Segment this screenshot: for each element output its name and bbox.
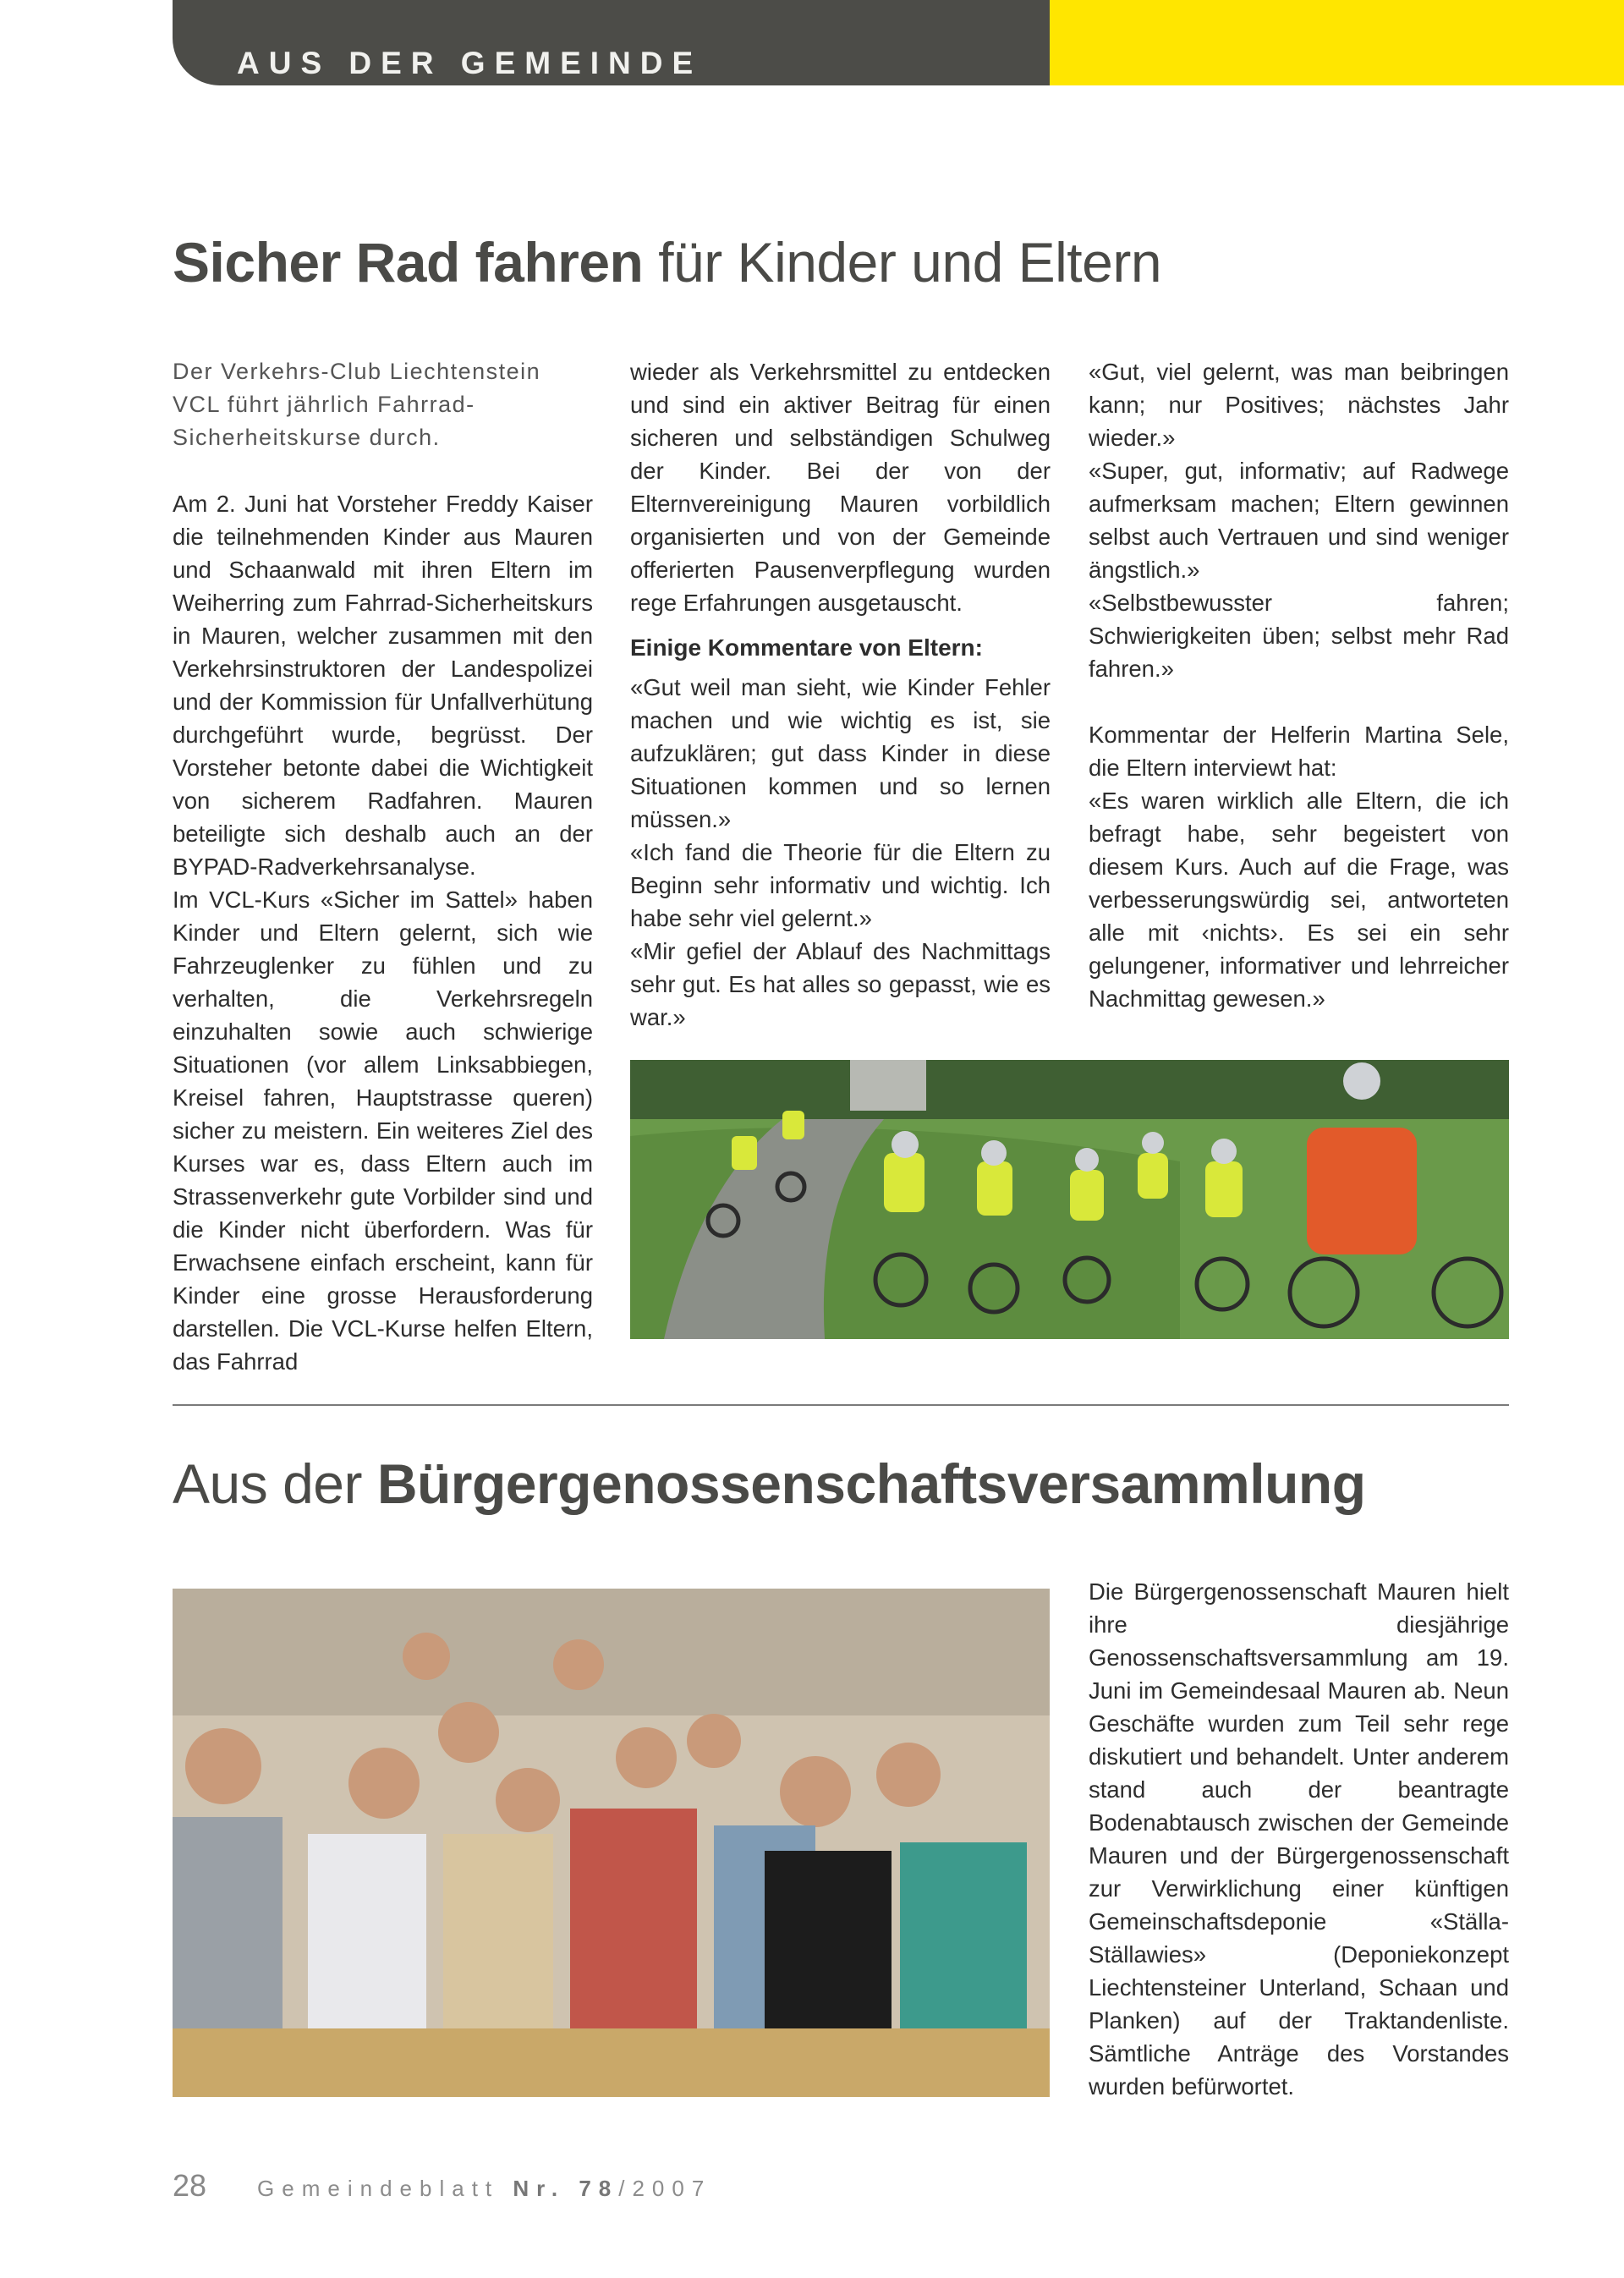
comments-heading: Einige Kommentare von Eltern: <box>630 634 983 661</box>
assembly-photo-illustration <box>173 1589 1050 2097</box>
helper-intro: Kommentar der Helferin Martina Sele, die Eltern interviewt hat: <box>1089 722 1509 781</box>
section-title: AUS DER GEMEINDE <box>237 46 703 80</box>
article-title-bike-safety <box>173 230 1161 294</box>
issue-number: 78 <box>579 2176 619 2201</box>
title-regular-part: Aus der <box>173 1452 362 1515</box>
parent-quote: «Gut, viel gelernt, was man beibringen kann; nur Positives; nächstes Jahr wieder.» <box>1089 359 1509 451</box>
publication-info <box>257 2176 711 2201</box>
parent-quote: «Selbstbewusster fahren; Schwierigkeiten üben; selbst mehr Rad fahren.» <box>1089 590 1509 682</box>
title-bold-part: Bürgergenossenschaftsversammlung <box>376 1452 1366 1515</box>
parent-quote: «Mir gefiel der Ablauf des Nachmittags sehr gut. Es hat alles so gepasst, wie es war.» <box>630 938 1051 1030</box>
article-paragraph: Die Bürgergenossenschaft Mauren hielt ihre diesjährige Genossenschaftsversammlung am 19. Juni im Gemeindesaal Mauren ab. Neun Geschäfte wurden zum Teil sehr rege diskutiert und behandelt. Unter anderem stand auch der beantragte Bodenabtausch zwischen der Gemeinde Mauren und der Bürgergenossenschaft zur Verwirklichung einer künftigen Gemeinschaftsdeponie «Ställa-Ställawies» (Deponiekonzept Liechtensteiner Unterland, Schaan und Planken) auf der Traktandenliste. Sämtliche Anträge des Vorstandes wurden befürwortet. <box>1089 1578 1509 2100</box>
article-paragraph: wieder als Verkehrsmittel zu entdecken und sind ein aktiver Beitrag für einen sicheren und selbständigen Schulweg der Kinder. Bei der von der Elternvereinigung Mauren vorbildlich organisierten und von der Gemeinde offerierten Pausenverpflegung wurden rege Erfahrungen ausgetauscht. <box>630 359 1051 616</box>
article2-column <box>1089 1575 1509 2103</box>
assembly-audience-photo <box>173 1589 1050 2097</box>
cycling-photo-illustration <box>630 1060 1509 1339</box>
issue-prefix: Nr. <box>513 2176 566 2201</box>
header-accent-bar <box>1050 0 1624 85</box>
parent-quote: «Gut weil man sieht, wie Kinder Fehler machen und wie wichtig es ist, sie aufzuklären; gut dass Kinder in diese Situationen kommen und so lernen müssen.» <box>630 674 1051 832</box>
publication-name: Gemeindeblatt <box>257 2176 500 2201</box>
page-footer <box>173 2168 711 2204</box>
cycling-course-photo <box>630 1060 1509 1339</box>
title-regular-part: für Kinder und Eltern <box>658 231 1162 294</box>
article-title-assembly <box>173 1452 1366 1516</box>
parent-quote: «Ich fand die Theorie für die Eltern zu Beginn sehr informativ und wichtig. Ich habe sehr viel gelernt.» <box>630 839 1051 931</box>
parent-quote: «Super, gut, informativ; auf Radwege aufmerksam machen; Eltern gewinnen selbst auch Vertrauen und sind weniger ängstlich.» <box>1089 458 1509 583</box>
page-number: 28 <box>173 2168 207 2203</box>
article-divider <box>173 1404 1509 1406</box>
article-paragraph: Im VCL-Kurs «Sicher im Sattel» haben Kinder und Eltern gelernt, sich wie Fahrzeuglenker zu fühlen und zu verhalten, die Verkehrsregeln einzuhalten sowie auch schwierige Situationen (vor allem Linksabbiegen, Kreisel fahren, Hauptstrasse queren) sicher zu meistern. Ein weiteres Ziel des Kurses war es, dass Eltern auch im Strassenverkehr gute Vorbilder sind und die Kinder nicht überfordern. Was für Erwachsene einfach erscheint, kann für Kinder eine grosse Herausforderung darstellen. Die VCL-Kurse helfen Eltern, das Fahrrad <box>173 886 593 1375</box>
article-paragraph: Am 2. Juni hat Vorsteher Freddy Kaiser die teilnehmenden Kinder aus Mauren und Schaanwald mit ihren Eltern im Weiherring zum Fahrrad-Sicherheitskurs in Mauren, welcher zusammen mit den Verkehrsinstruktoren der Landespolizei und der Kommission für Unfallverhütung durchgeführt wurde, begrüsst. Der Vorsteher betonte dabei die Wichtigkeit von sicherem Radfahren. Mauren beteiligte sich deshalb auch an der BYPAD-Radverkehrsanalyse. <box>173 491 593 880</box>
helper-quote: «Es waren wirklich alle Eltern, die ich befragt habe, sehr begeistert von diesem Kurs. Auch auf die Frage, was verbesserungswürdig sei, antworteten alle mit ‹nichts›. Es sei ein sehr gelungener, informativer und lehrreicher Nachmittag gewesen.» <box>1089 788 1509 1012</box>
article-lead: Der Verkehrs-Club Liechtenstein VCL führt jährlich Fahrrad-Sicherheitskurse durch. <box>173 359 541 450</box>
article1-column-2 <box>630 355 1051 1034</box>
issue-year: /2007 <box>618 2176 712 2201</box>
title-bold-part: Sicher Rad fahren <box>173 231 644 294</box>
article1-column-1 <box>173 355 593 1378</box>
article1-column-3 <box>1089 355 1509 1015</box>
